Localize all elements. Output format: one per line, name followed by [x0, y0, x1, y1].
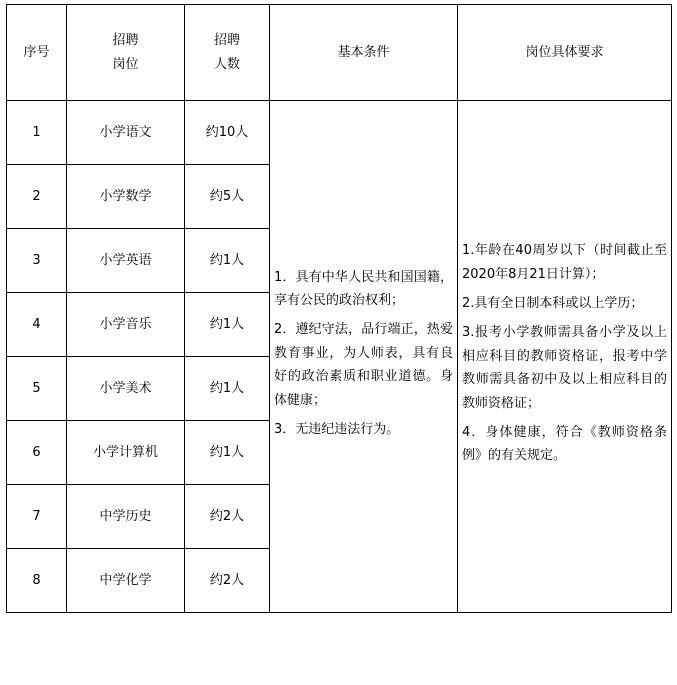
cell-count: 约2人	[185, 549, 270, 613]
header-cell-count	[185, 5, 270, 101]
header-cell-basic: 基本条件	[270, 5, 458, 101]
header-cell-no: 序号	[7, 5, 67, 101]
cell-post: 小学美术	[67, 357, 185, 421]
cell-no: 1	[7, 101, 67, 165]
cell-count: 约1人	[185, 421, 270, 485]
cell-no: 6	[7, 421, 67, 485]
cell-count: 约1人	[185, 229, 270, 293]
basic-condition-item: 2．遵纪守法，品行端正，热爱教育事业，为人师表，具有良好的政治素质和职业道德。身体健康；	[274, 322, 453, 408]
cell-post: 小学英语	[67, 229, 185, 293]
basic-condition-item: 3．无违纪违法行为。	[274, 421, 400, 437]
table-row	[7, 101, 672, 165]
cell-no: 7	[7, 485, 67, 549]
cell-count: 约1人	[185, 293, 270, 357]
cell-job-requirements	[458, 101, 672, 613]
cell-count: 约10人	[185, 101, 270, 165]
cell-no: 5	[7, 357, 67, 421]
header-cell-post	[67, 5, 185, 101]
recruitment-table	[6, 4, 672, 613]
cell-no: 3	[7, 229, 67, 293]
cell-post: 小学数学	[67, 165, 185, 229]
header-cell-requirements: 岗位具体要求	[458, 5, 672, 101]
header-post-line2: 岗位	[112, 56, 139, 72]
header-count-line1: 招聘	[213, 33, 240, 49]
cell-count: 约2人	[185, 485, 270, 549]
job-requirement-item: 2.具有全日制本科或以上学历；	[462, 296, 644, 312]
cell-basic-conditions	[270, 101, 458, 613]
cell-post: 小学语文	[67, 101, 185, 165]
cell-no: 4	[7, 293, 67, 357]
cell-post: 小学音乐	[67, 293, 185, 357]
cell-post: 中学历史	[67, 485, 185, 549]
cell-post: 小学计算机	[67, 421, 185, 485]
cell-no: 8	[7, 549, 67, 613]
job-requirement-item: 1.年龄在40周岁以下（时间截止至2020年8月21日计算）；	[462, 243, 667, 282]
cell-count: 约1人	[185, 357, 270, 421]
header-post-line1: 招聘	[112, 33, 139, 49]
table-header-row	[7, 5, 672, 101]
job-requirement-item: 3.报考小学教师需具备小学及以上相应科目的教师资格证，报考中学教师需具备初中及以上相应科目的教师资格证；	[462, 325, 667, 411]
basic-condition-item: 1．具有中华人民共和国国籍，享有公民的政治权利；	[274, 269, 453, 309]
cell-post: 中学化学	[67, 549, 185, 613]
cell-no: 2	[7, 165, 67, 229]
cell-count: 约5人	[185, 165, 270, 229]
job-requirement-item: 4．身体健康，符合《教师资格条例》的有关规定。	[462, 424, 667, 464]
header-count-line2: 人数	[213, 56, 240, 72]
